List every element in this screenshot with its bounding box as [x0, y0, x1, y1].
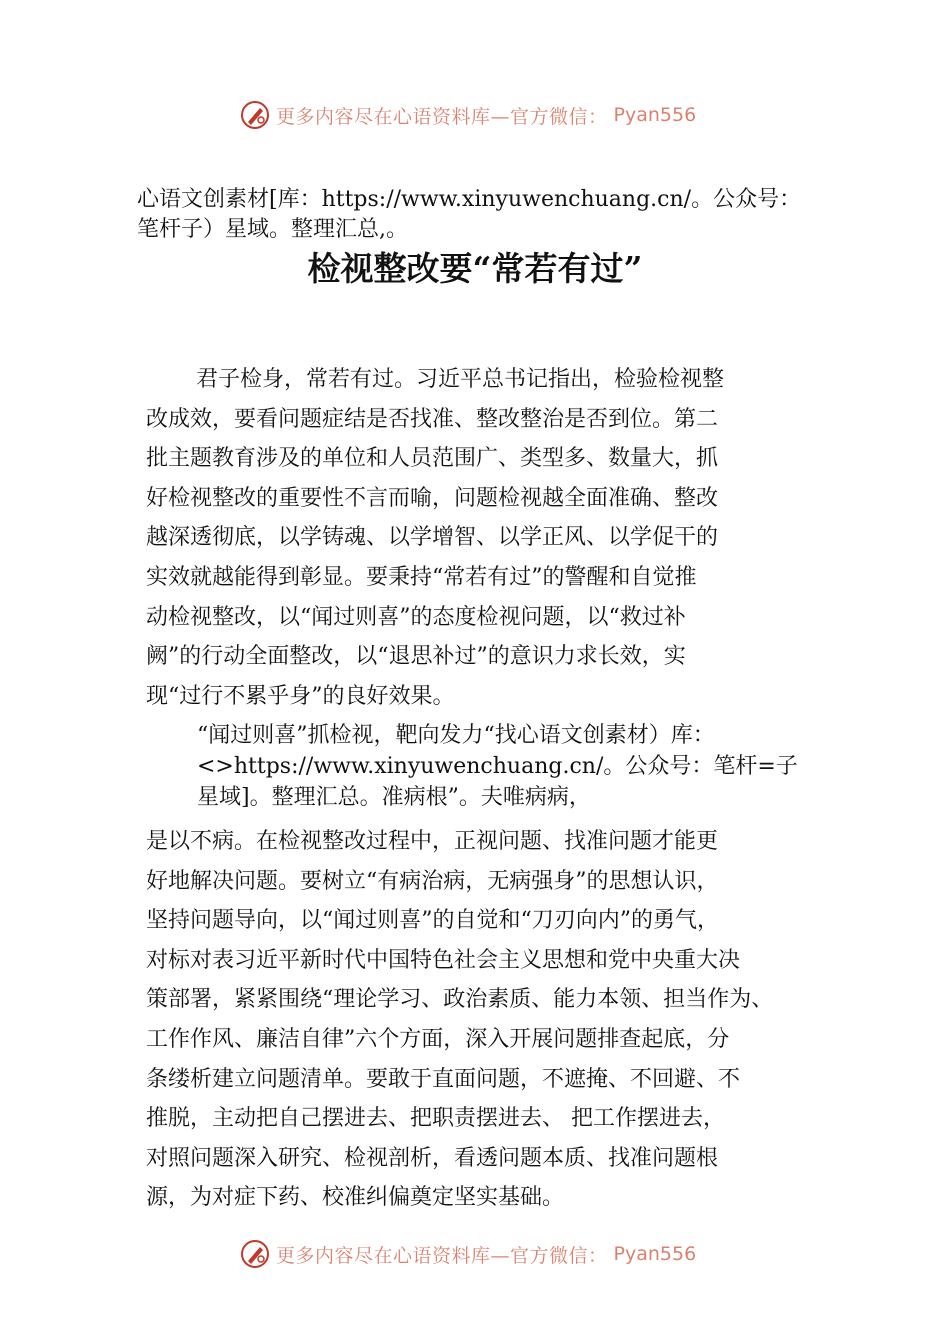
- text-line: “闻过则喜”抓检视，靶向发力“找心语文创素材）库：: [197, 723, 715, 748]
- text-line: 实效就越能得到彰显。要秉持“常若有过”的警醒和自觉推: [146, 564, 697, 590]
- page-title: 检视整改要“常若有过”: [307, 249, 643, 288]
- watermark-account: Pyan556: [613, 1243, 697, 1265]
- text-line: 越深透彻底，以学铸魂、以学增智、以学正风、以学促干的: [146, 525, 719, 551]
- pen-logo-icon: [240, 1239, 270, 1269]
- header-line: 笔杆子）星域。整理汇总,。: [137, 217, 408, 242]
- text-line: 源，为对症下药、校准纠偏奠定坚实基础。: [146, 1185, 565, 1211]
- text-line: 好地解决问题。要树立“有病治病，无病强身”的思想认识，: [146, 868, 719, 894]
- source-header: [137, 185, 897, 245]
- text-line: 现“过行不累乎身”的良好效果。: [146, 683, 455, 709]
- watermark-bottom: [240, 1236, 696, 1272]
- text-line: 批主题教育涉及的单位和人员范围广、类型多、数量大，抓: [146, 446, 719, 472]
- text-line: 条缕析建立问题清单。要敢于直面问题，不遮掩、不回避、不: [146, 1066, 741, 1092]
- text-line: 君子检身，常若有过。习近平总书记指出，检验检视整: [196, 367, 725, 392]
- paragraph-2: [197, 720, 877, 813]
- watermark-text: 更多内容尽在心语资料库—官方微信：: [276, 105, 608, 128]
- watermark-account: Pyan556: [613, 104, 697, 126]
- text-line: 对标对表习近平新时代中国特色社会主义思想和党中央重大决: [146, 947, 741, 973]
- text-line: 改成效，要看问题症结是否找准、整改整治是否到位。第二: [146, 406, 719, 432]
- paragraph-1: [146, 360, 846, 716]
- paragraph-3: [146, 822, 846, 1218]
- watermark-top: [240, 97, 696, 133]
- text-line: 坚持问题导向，以“闻过则喜”的自觉和“刀刃向内”的勇气，: [146, 908, 719, 934]
- text-line: 推脱，主动把自己摆进去、把职责摆进去、 把工作摆进去，: [146, 1106, 725, 1132]
- text-line: 星域]。整理汇总。准病根”。夫唯病病，: [197, 785, 591, 810]
- text-line: 动检视整改，以“闻过则喜”的态度检视问题，以“救过补: [146, 604, 686, 630]
- text-line: 阙”的行动全面整改，以“退思补过”的意识力求长效，实: [146, 644, 686, 670]
- header-line: 心语文创素材[库：https://www.xinyuwenchuang.cn/。公众号：: [137, 187, 802, 212]
- text-line: <>https://www.xinyuwenchuang.cn/。公众号：笔杆=子: [197, 754, 798, 779]
- text-line: 策部署，紧紧围绕“理论学习、政治素质、能力本领、担当作为、: [146, 987, 774, 1013]
- text-line: 工作作风、廉洁自律”六个方面，深入开展问题排查起底，分: [146, 1026, 730, 1052]
- text-line: 对照问题深入研究、检视剖析，看透问题本质、找准问题根: [146, 1145, 719, 1171]
- pen-logo-icon: [240, 100, 270, 130]
- text-line: 是以不病。在检视整改过程中，正视问题、找准问题才能更: [146, 829, 719, 854]
- watermark-text: 更多内容尽在心语资料库—官方微信：: [276, 1244, 608, 1267]
- text-line: 好检视整改的重要性不言而喻，问题检视越全面准确、整改: [146, 485, 719, 511]
